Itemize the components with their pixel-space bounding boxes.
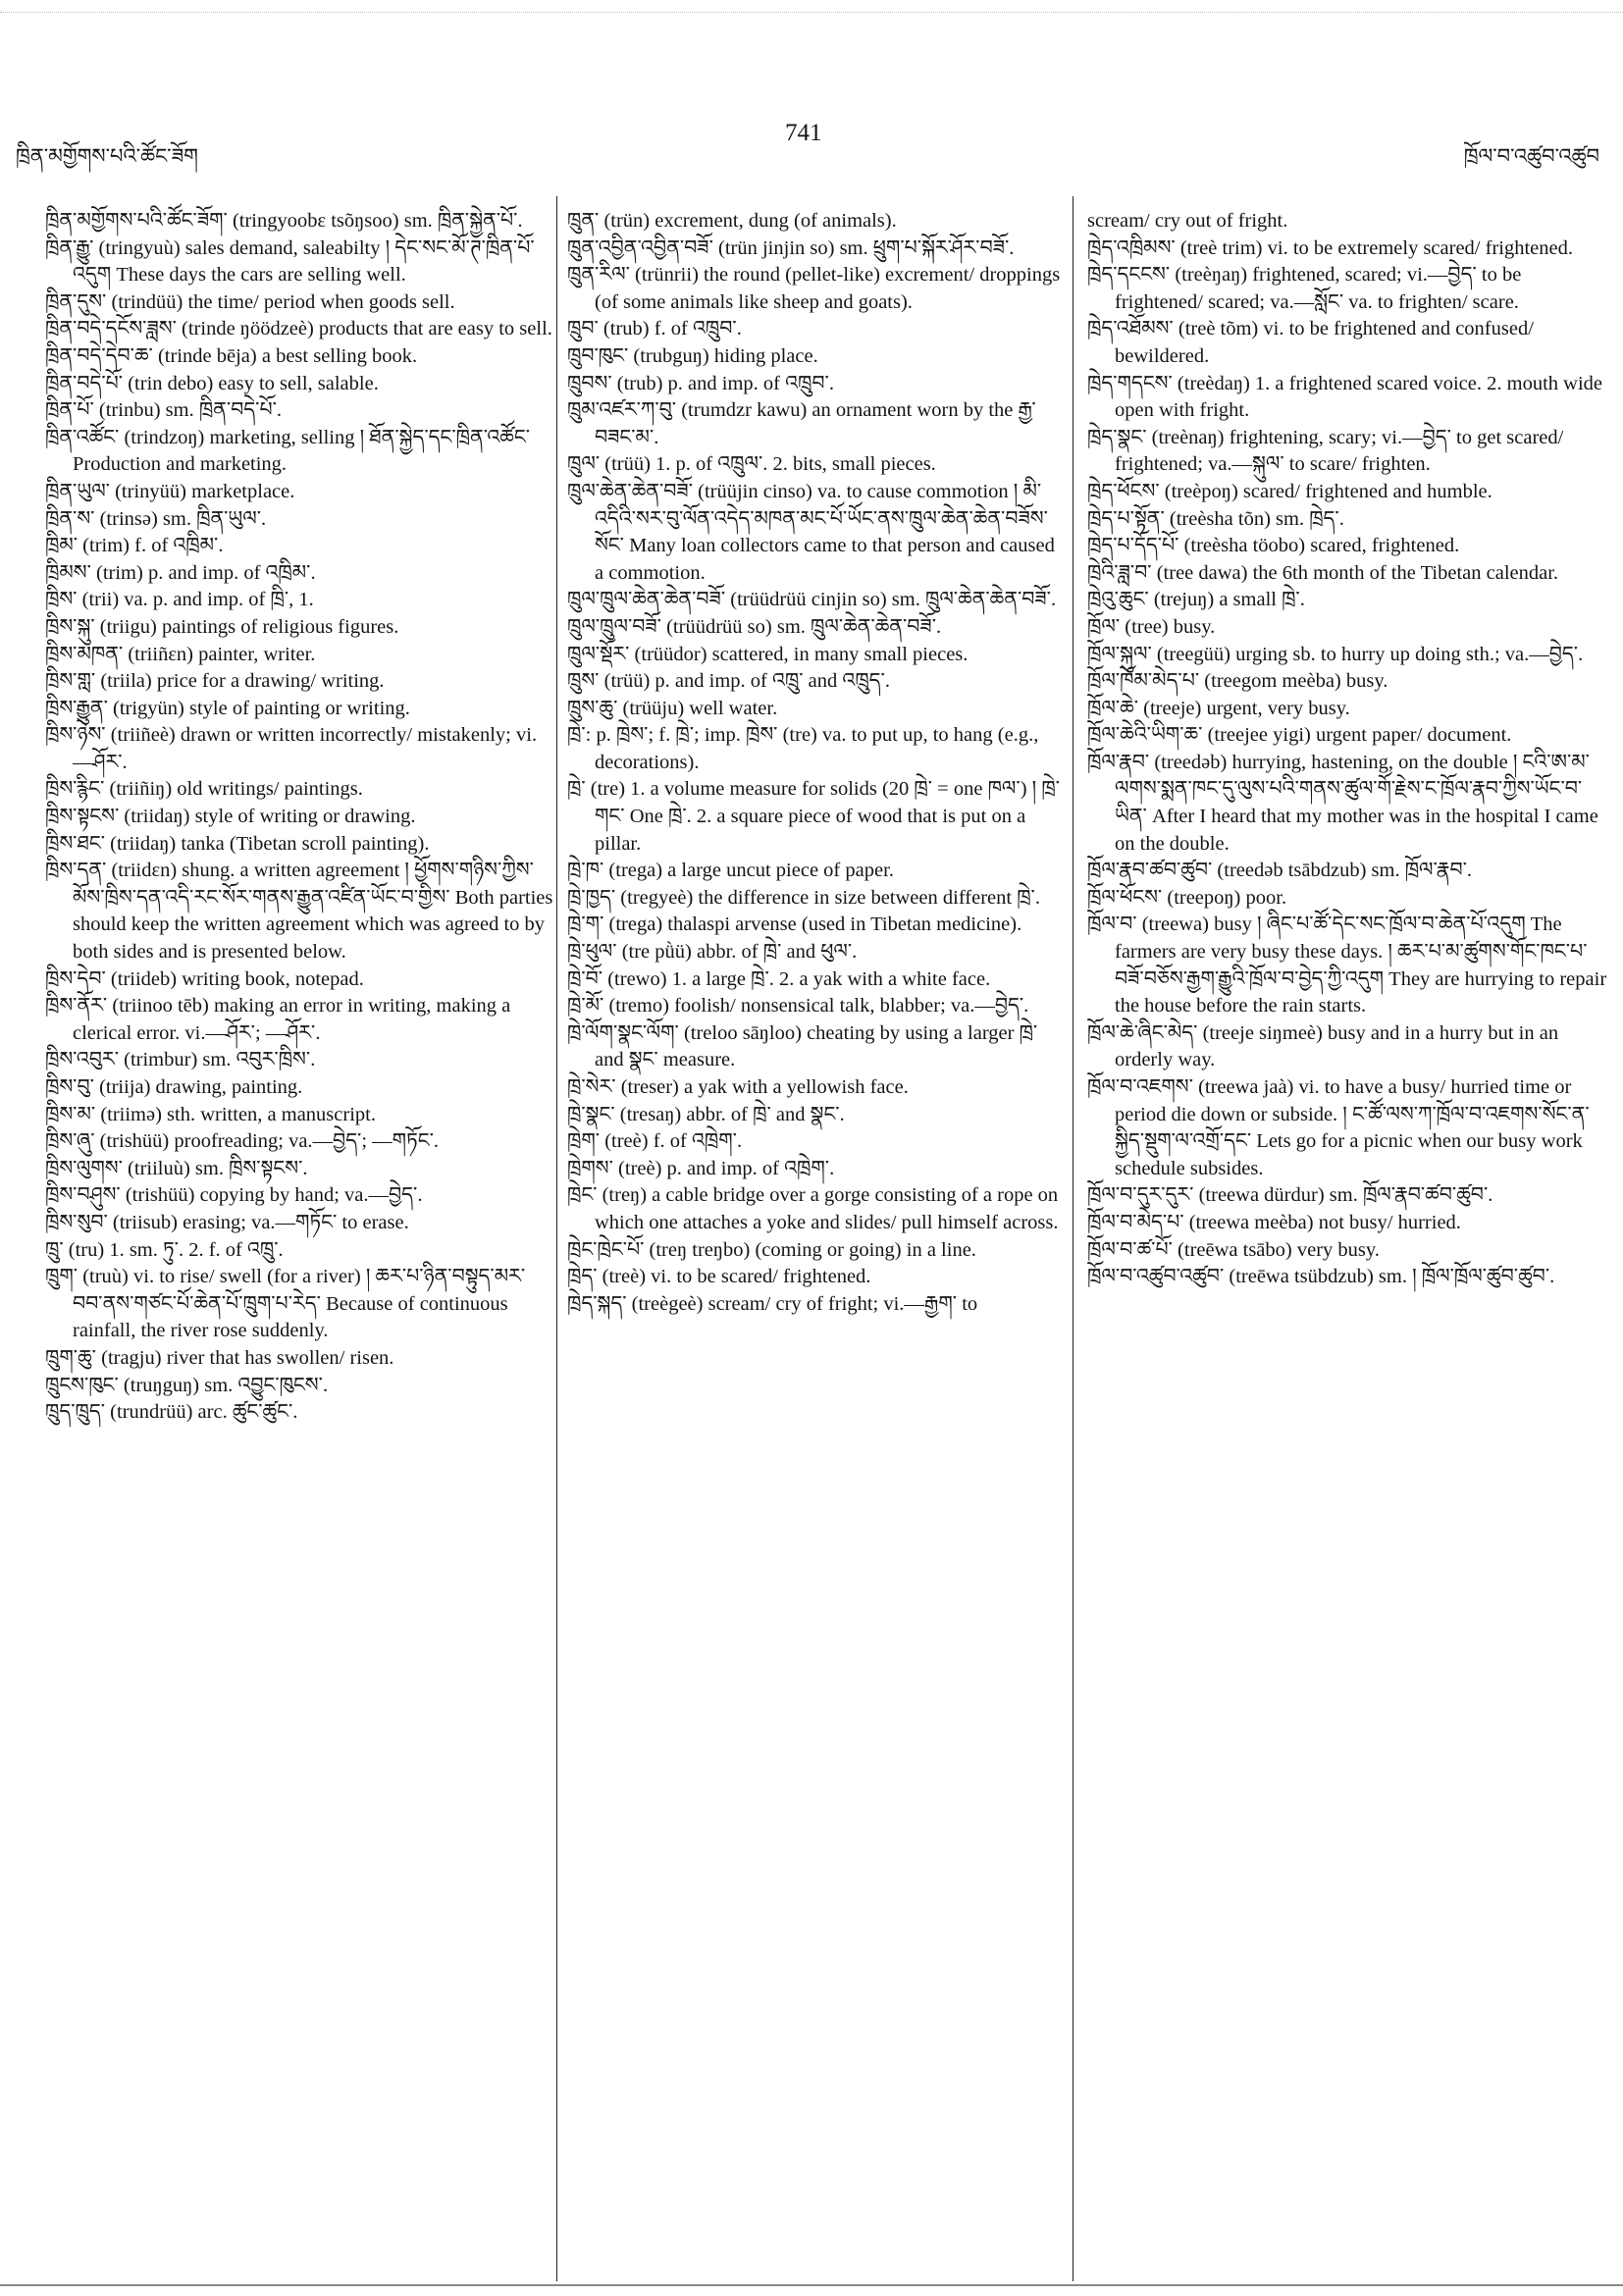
dictionary-entry: ཁྲིས་སྐུ་ (triigu) paintings of religious figures. [45, 615, 399, 638]
dictionary-entry: ཁྲེང་ (treŋ) a cable bridge over a gorge consisting of a rope on which one attaches a yoke and slides/ pull himself across. [567, 1184, 1059, 1233]
dictionary-entry: ཁྲིས་ཞུ་ (trishüü) proofreading; va.—བྱེད་; —གཏོང་. [45, 1130, 440, 1153]
dictionary-entry: ཁྲེ་སེར་ (treser) a yak with a yellowish face. [567, 1076, 909, 1098]
dictionary-entry: ཁྲོལ་ (tree) busy. [1087, 615, 1216, 638]
dictionary-entry: ཁྲེད་སྐད་ (treègeè) scream/ cry of fright; vi.—རྒྱག་ to [567, 1292, 978, 1315]
dictionary-entry: ཁྲིན་རྒྱུ་ (tringyuù) sales demand, saleabilty ། དེང་སང་མོ་ཊ་ཁྲིན་པོ་འདུག These days the cars are selling well. [45, 236, 535, 287]
bottom-scan-edge [0, 2284, 1623, 2286]
dictionary-entry: ཁྲེའི་ཟླ་བ་ (tree dawa) the 6th month of the Tibetan calendar. [1087, 561, 1559, 584]
dictionary-entry: ཁྲིན་པོ་ (trinbu) sm. ཁྲིན་བདེ་པོ་. [45, 399, 283, 422]
column-divider [556, 196, 557, 2281]
dictionary-entry: ཁྲུ་ (tru) 1. sm. ཏུ་. 2. f. of འཁྲུ་. [45, 1238, 284, 1261]
dictionary-entry: ཁྲོལ་རྣབ་ཚབ་ཚུབ་ (treedəb tsābdzub) sm. ཁྲོལ་རྣབ་. [1087, 860, 1473, 882]
dictionary-entry: ཁྲིམས་ (trim) p. and imp. of འཁྲིམ་. [45, 561, 316, 584]
dictionary-entry: ཁྲུན་རིལ་ (trünrii) the round (pellet-like) excrement/ droppings (of some animals like sheep and goats). [567, 264, 1061, 313]
dictionary-entry: ཁྲིན་འཚོང་ (trindzoŋ) marketing, selling ། ཐོན་སྐྱེད་དང་ཁྲིན་འཚོང་ Production and marketing. [45, 426, 531, 476]
dictionary-entry: ཁྲེ་: p. ཁྲེས་; f. ཁྲེ་; imp. ཁྲེས་ (tre) va. to put up, to hang (e.g., decorations). [567, 724, 1039, 773]
dictionary-entry: ཁྲུལ་སྡོར་ (trüüdor) scattered, in many small pieces. [567, 643, 969, 665]
dictionary-entry: ཁྲེ་ཕུལ་ (tre pǜü) abbr. of ཁྲེ་ and ཕུལ་. [567, 941, 858, 964]
dictionary-entry: ཁྲིས་རྙིང་ (triiñiŋ) old writings/ paintings. [45, 778, 363, 801]
dictionary-entry: ཁྲུག་ (truù) vi. to rise/ swell (for a river) ། ཆར་པ་ཉིན་བསྟུད་མར་བབ་ནས་གཙང་པོ་ཆེན་པོ་ཁྲུག་པ་རེད་ Because of continuous rainfall, the river rose suddenly. [45, 1266, 526, 1342]
dictionary-entry: ཁྲིས་ནོར་ (triinoo tēb) making an error in writing, making a clerical error. vi.—ཤོར་; —ཤོར་. [45, 995, 511, 1044]
dictionary-entry: ཁྲོལ་བ་ཚ་པོ་ (treēwa tsābo) very busy. [1087, 1238, 1380, 1261]
running-head-right: ཁྲོལ་བ་འཚུབ་འཚུབ [1463, 144, 1599, 168]
dictionary-entry: ཁྲུལ་ཁྲུལ་བཟོ་ (trüüdrüü so) sm. ཁྲུལ་ཆེན་ཆེན་བཟོ་. [567, 615, 942, 638]
dictionary-entry: ཁྲེ་བོ་ (trewo) 1. a large ཁྲེ་. 2. a yak with a white face. [567, 967, 991, 990]
dictionary-entry: ཁྲུན་ (trün) excrement, dung (of animals). [567, 210, 897, 232]
dictionary-entry: scream/ cry out of fright. [1087, 210, 1288, 232]
dictionary-entry: ཁྲིན་ཡུལ་ (trinyüü) marketplace. [45, 480, 295, 502]
dictionary-entry: ཁྲོལ་སྐུལ་ (treegüü) urging sb. to hurry up doing sth.; va.—བྱེད་. [1087, 643, 1584, 665]
dictionary-entry: ཁྲིས་དེབ་ (triideb) writing book, notepad. [45, 967, 364, 990]
dictionary-entry: ཁྲུལ་ཁྲུལ་ཆེན་ཆེན་བཟོ་ (trüüdrüü cinjin so) sm. ཁྲུལ་ཆེན་ཆེན་བཟོ་. [567, 589, 1057, 611]
dictionary-entry: ཁྲིས་བཤུས་ (trishüü) copying by hand; va.—བྱེད་. [45, 1184, 423, 1207]
dictionary-entry: ཁྲེ་ག་ (trega) thalaspi arvense (used in Tibetan medicine). [567, 913, 1022, 936]
dictionary-entry: ཁྲིས་རྒྱུན་ (trigyün) style of painting or writing. [45, 697, 410, 719]
dictionary-entry: ཁྲེད་པ་དོད་པོ་ (treèsha töobo) scared, frightened. [1087, 535, 1460, 557]
dictionary-entry: ཁྲོལ་བ་དུར་དུར་ (treewa dürdur) sm. ཁྲོལ་རྣབ་ཚབ་ཚུབ་. [1087, 1184, 1493, 1207]
dictionary-entry: ཁྲེ་ཁྱད་ (tregyeè) the difference in size between different ཁྲེ་. [567, 886, 1040, 909]
dictionary-column-3 [1087, 208, 1607, 1291]
dictionary-entry: ཁྲེད་དངངས་ (treèŋaŋ) frightened, scared; vi.—བྱེད་ to be frightened/ scared; va.—སློང་ va. to frighten/ scare. [1087, 264, 1522, 313]
dictionary-entry: ཁྲིམ་ (trim) f. of འཁྲིམ་. [45, 535, 224, 557]
dictionary-column-2 [567, 208, 1068, 1318]
dictionary-entry: ཁྲིས་བུ་ (triija) drawing, painting. [45, 1076, 303, 1098]
dictionary-entry: ཁྲོལ་རྣབ་ (treedəb) hurrying, hastening, on the double ། ངའི་ཨ་མ་ལགས་སྨན་ཁང་དུ་ལུས་པའི་གནས་ཚུལ་གོ་རྗེས་ང་ཁྲོལ་རྣབ་ཀྱིས་ཡོང་བ་ཡིན་ After I heard that my mother was in the hospital I came on the double. [1087, 751, 1598, 855]
dictionary-entry: ཁྲོལ་ཁོམ་མེད་པ་ (treegom meèba) busy. [1087, 670, 1388, 693]
dictionary-entry: ཁྲོལ་བ་མེད་པ་ (treewa meèba) not busy/ hurried. [1087, 1211, 1461, 1233]
dictionary-entry: ཁྲེགས་ (treè) p. and imp. of འཁྲེག་. [567, 1157, 835, 1179]
top-scan-edge [0, 0, 1623, 13]
dictionary-entry: ཁྲེད་གདངས་ (treèdaŋ) 1. a frightened scared voice. 2. mouth wide open with fright. [1087, 372, 1602, 422]
dictionary-entry: ཁྲེད་སྣང་ (treènaŋ) frightening, scary; vi.—བྱེད་ to get scared/ frightened; va.—སྐུལ་ to scare/ frighten. [1087, 426, 1564, 476]
dictionary-entry: ཁྲེད་འཐོམས་ (treè tõm) vi. to be frightened and confused/ bewildered. [1087, 318, 1534, 367]
dictionary-entry: ཁྲིས་འབུར་ (trimbur) sm. འབུར་ཁྲིས་. [45, 1049, 316, 1071]
dictionary-entry: ཁྲིས་མཁན་ (triiñɛn) painter, writer. [45, 643, 316, 665]
dictionary-entry: ཁྲུག་ཆུ་ (tragju) river that has swollen/ risen. [45, 1346, 394, 1369]
dictionary-entry: ཁྲིན་ས་ (trinsə) sm. ཁྲིན་ཡུལ་. [45, 507, 267, 530]
dictionary-entry: ཁྲིས་ཉེས་ (triiñeè) drawn or written incorrectly/ mistakenly; vi.—ཤོར་. [45, 724, 538, 773]
dictionary-entry: ཁྲུལ་ཆེན་ཆེན་བཟོ་ (trüüjin cinso) va. to cause commotion ། མི་འདིའི་སར་བུ་ལོན་འདེད་མཁན་མང་པོ་ཡོང་ནས་ཁྲུལ་ཆེན་ཆེན་བཟོས་སོང་ Many loan collectors came to that person and caused a commotion. [567, 480, 1055, 584]
dictionary-entry: ཁྲེ་སྣང་ (tresaŋ) abbr. of ཁྲེ་ and སྣང་. [567, 1103, 845, 1125]
dictionary-entry: ཁྲུངས་ཁུང་ (truŋguŋ) sm. འབྱུང་ཁུངས་. [45, 1374, 329, 1396]
dictionary-entry: ཁྲོལ་ཆེ་ཞིང་མེད་ (treeje siŋmeè) busy and in a hurry but in an orderly way. [1087, 1021, 1559, 1071]
dictionary-entry: ཁྲིས་སུབ་ (triisub) erasing; va.—གཏོང་ to erase. [45, 1211, 409, 1233]
dictionary-entry: ཁྲུས་ཆུ་ (trüüju) well water. [567, 697, 778, 719]
dictionary-entry: ཁྲོལ་ཕོངས་ (treepoŋ) poor. [1087, 886, 1287, 909]
dictionary-entry: ཁྲེ་ཁ་ (trega) a large uncut piece of paper. [567, 860, 894, 882]
dictionary-entry: ཁྲུད་ཁྲུད་ (trundrüü) arc. ཚུང་ཚུང་. [45, 1401, 298, 1424]
dictionary-entry: ཁྲོལ་ཆེ་ (treeje) urgent, very busy. [1087, 697, 1350, 719]
dictionary-entry: ཁྲོལ་ཆེའི་ཡིག་ཆ་ (treejee yigi) urgent paper/ document. [1087, 724, 1512, 747]
dictionary-entry: ཁྲིས་ཐང་ (triidaŋ) tanka (Tibetan scroll painting). [45, 832, 430, 855]
dictionary-entry: ཁྲེད་པ་སྟོན་ (treèsha tõn) sm. ཁྲེད་. [1087, 507, 1344, 530]
dictionary-entry: ཁྲོལ་བ་ (treewa) busy ། ཞིང་པ་ཚོ་དེང་སང་ཁྲོལ་བ་ཆེན་པོ་འདུག The farmers are very busy these days. ། ཆར་པ་མ་ཚུགས་གོང་ཁང་པ་བཟོ་བཅོས་རྒྱག་རྒྱུའི་ཁྲོལ་བ་བྱེད་ཀྱི་འདུག They are hurrying to repair the house before the rain starts. [1087, 913, 1607, 1018]
dictionary-entry: ཁྲིས་ (trii) va. p. and imp. of ཁྲི་, 1. [45, 589, 314, 611]
dictionary-entry: ཁྲུབས་ (trub) p. and imp. of འཁྲུབ་. [567, 372, 834, 394]
dictionary-entry: ཁྲེད་ཕོངས་ (treèpoŋ) scared/ frightened and humble. [1087, 480, 1492, 502]
dictionary-entry: ཁྲུལ་ (trüü) 1. p. of འཁྲུལ་. 2. bits, small pieces. [567, 453, 936, 476]
dictionary-entry: ཁྲེ་ལོག་སྣང་ལོག་ (treloo sāŋloo) cheating by using a larger ཁྲེ་ and སྣང་ measure. [567, 1021, 1038, 1071]
dictionary-entry: ཁྲུབ་ཁུང་ (trubguŋ) hiding place. [567, 344, 818, 367]
dictionary-entry: ཁྲུབ་ (trub) f. of འཁྲུབ་. [567, 318, 742, 340]
dictionary-entry: ཁྲེ་ (tre) 1. a volume measure for solids (20 ཁྲེ་ = one ཁལ་) ། ཁྲེ་གང་ One ཁྲེ་. 2. a square piece of wood that is put on a pillar. [567, 778, 1060, 855]
dictionary-entry: ཁྲིན་མགྱོགས་པའི་ཚོང་ཟོག་ (tringyoobɛ tsõŋsoo) sm. ཁྲིན་སྐྱེན་པོ་. [45, 210, 523, 232]
dictionary-entry: ཁྲིས་མ་ (triimə) sth. written, a manuscript. [45, 1103, 376, 1125]
dictionary-entry: ཁྲོལ་བ་འཚུབ་འཚུབ་ (treēwa tsübdzub) sm. ། ཁྲོལ་ཁྲོལ་ཚུབ་ཚུབ་. [1087, 1266, 1555, 1288]
dictionary-entry: ཁྲེང་ཁྲེང་པོ་ (treŋ treŋbo) (coming or going) in a line. [567, 1238, 976, 1261]
dictionary-column-1 [45, 208, 553, 1427]
dictionary-entry: ཁྲིས་ལུགས་ (triiluù) sm. ཁྲིས་སྟངས་. [45, 1157, 308, 1179]
dictionary-entry: ཁྲིས་དན་ (triidɛn) shung. a written agreement ། ཕྱོགས་གཉིས་ཀྱིས་མོས་ཁྲིས་དན་འདི་རང་སོར་གནས་རྒྱུན་འཛིན་ཡོང་བ་གྱིས་ Both parties should keep the written agreement which was agreed to by both sides and is presented below. [45, 860, 553, 964]
dictionary-entry: ཁྲུམ་འཛར་ཀ་བུ་ (trumdzr kawu) an ornament worn by the རྒྱ་བཟང་མ་. [567, 399, 1036, 448]
dictionary-entry: ཁྲེག་ (treè) f. of འཁྲེག་. [567, 1130, 743, 1153]
dictionary-entry: ཁྲིན་བདེ་པོ་ (trin debo) easy to sell, salable. [45, 372, 379, 394]
dictionary-entry: ཁྲིན་དུས་ (trindüü) the time/ period when goods sell. [45, 290, 455, 313]
dictionary-entry: ཁྲེ་མོ་ (tremo) foolish/ nonsensical talk, blabber; va.—བྱེད་. [567, 995, 1029, 1018]
dictionary-entry: ཁྲིས་སྟངས་ (triidaŋ) style of writing or drawing. [45, 806, 416, 828]
page-number: 741 [785, 120, 822, 146]
dictionary-entry: ཁྲིན་བདེ་དངོས་ཟླས་ (trinde ŋöödzeè) products that are easy to sell. [45, 318, 552, 340]
dictionary-entry: ཁྲིན་བདེ་དེབ་ཆ་ (trinde bēja) a best selling book. [45, 344, 418, 367]
dictionary-entry: ཁྲེད་ (treè) vi. to be scared/ frightened. [567, 1266, 871, 1288]
dictionary-entry: ཁྲིས་གླ་ (triila) price for a drawing/ writing. [45, 670, 385, 693]
dictionary-entry: ཁྲེད་འཁྲིམས་ (treè trim) vi. to be extremely scared/ frightened. [1087, 236, 1573, 259]
dictionary-entry: ཁྲུས་ (trüü) p. and imp. of འཁྲུ་ and འཁྲུད་. [567, 670, 890, 693]
dictionary-entry: ཁྲོལ་བ་འཇགས་ (treewa jaà) vi. to have a busy/ hurried time or period die down or subside. ། ང་ཚོ་ལས་ཀ་ཁྲོལ་བ་འཇགས་སོང་ན་སྐྱིད་སྡུག་ལ་འགྲོ་དང་ Lets go for a picnic when our busy work schedule subsides. [1087, 1076, 1590, 1179]
dictionary-entry: ཁྲེའུ་ཆུང་ (trejuŋ) a small ཁྲེ་. [1087, 589, 1305, 611]
dictionary-entry: ཁྲུན་འབྱིན་འབྱིན་བཟོ་ (trün jinjin so) sm. ཕྲུག་པ་སྐོར་ཤོར་བཟོ་. [567, 236, 1015, 259]
running-head-left: ཁྲིན་མགྱོགས་པའི་ཚོང་ཟོག [16, 144, 198, 168]
